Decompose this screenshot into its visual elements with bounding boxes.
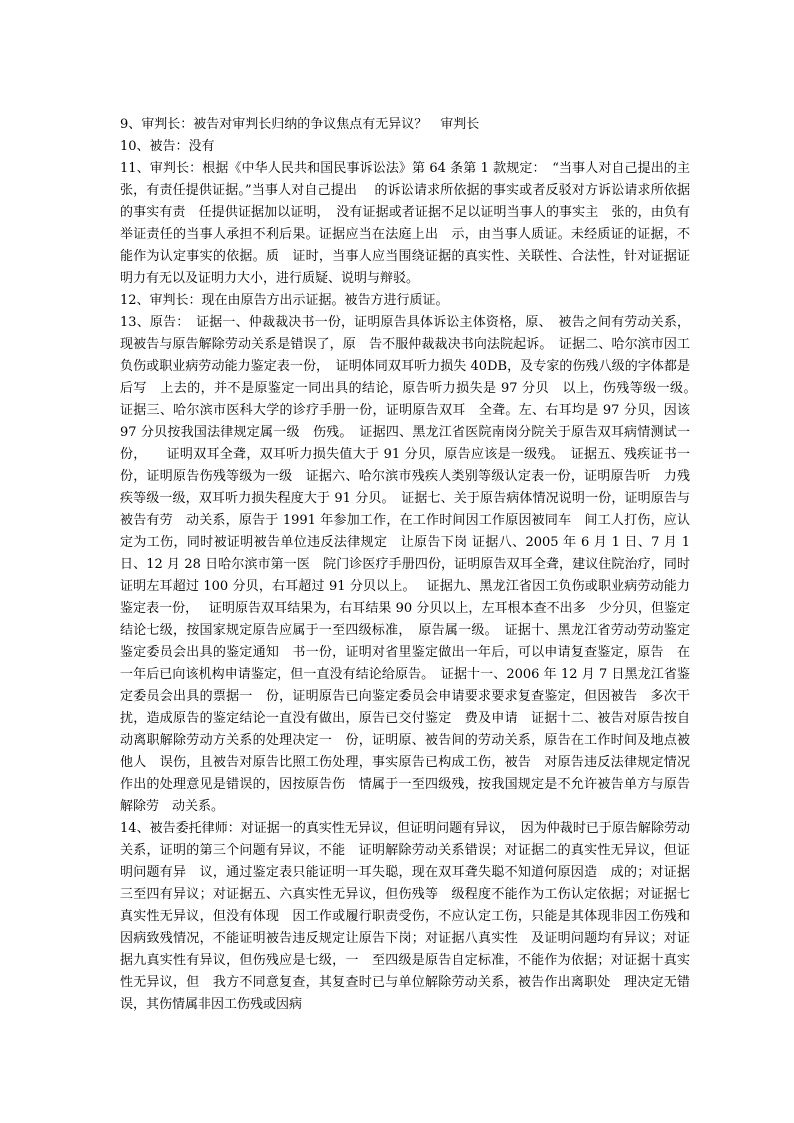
paragraph-11: 11、审判长：根据《中华人民共和国民事诉讼法》第 64 条第 1 款规定： “当事人对自己提出的主张，有责任提供证据。”当事人对自己提出 的诉讼请求所依据的事实或者反驳对方诉讼请求所依据的事实有责 任提供证据加以证明， 没有证据或者证据不足以证明当事人的事实主 张的，由负有举证责任的当事人承担不利后果。证据应当在法庭上出 示，由当事人质证。未经质证的证据，不能作为认定事实的依据。质 证时，当事人应当围绕证据的真实性、关联性、合法性，针对证据证 明力有无以及证明力大小，进行质疑、说明与辩驳。 — [120, 161, 717, 286]
paragraph-9: 9、审判长：被告对审判长归纳的争议焦点有无异议？ 审判长 — [120, 117, 480, 132]
document-body — [120, 114, 717, 1016]
paragraph-13: 13、原告： 证据一、仲裁裁决书一份，证明原告具体诉讼主体资格，原、 被告之间有劳动关系，现被告与原告解除劳动关系是错误了，原 告不服仲裁裁决书向法院起诉。 证据二、哈尔滨市因工负伤或职业病劳动能力鉴定表一份， 证明体同双耳听力损失 40DB，及专家的伤残八级的字体都是后写 上去的，并不是原鉴定一同出具的结论，原告听力损失是 97 分贝 以上，伤残等级一级。 证据三、哈尔滨市医科大学的诊疗手册一份，证明原告双耳 全聋。左、右耳均是 97 分贝，因该 97 分贝按我国法律规定属一级 伤残。 证据四、黑龙江省医院南岗分院关于原告双耳病情测试一份， 证明双耳全聋，双耳听力损失值大于 91 分贝，原告应该是一级残。 证据五、残疾证书一份，证明原告伤残等级为一级 证据六、哈尔滨市残疾人类别等级认定表一份，证明原告听 力残疾等级一级，双耳听力损失程度大于 91 分贝。 证据七、关于原告病体情况说明一份，证明原告与被告有劳 动关系，原告于 1991 年参加工作，在工作时间因工作原因被同车 间工人打伤，应认定为工伤，同时被证明被告单位违反法律规定 让原告下岗 证据八、2005 年 6 月 1 日、7 月 1 日、12 月 28 日哈尔滨市第一医 院门诊医疗手册四份，证明原告双耳全聋，建议住院治疗，同时 证明左耳超过 100 分贝，右耳超过 91 分贝以上。 证据九、黑龙江省因工负伤或职业病劳动能力鉴定表一份， 证明原告双耳结果为，右耳结果 90 分贝以上，左耳根本查不出多 少分贝，但鉴定结论七级，按国家规定原告应属于一至四级标准， 原告属一级。 证据十、黑龙江省劳动劳动鉴定鉴定委员会出具的鉴定通知 书一份，证明对省里鉴定做出一年后，可以申请复查鉴定，原告 在一年后已向该机构申请鉴定，但一直没有结论给原告。 证据十一、2006 年 12 月 7 日黑龙江省鉴定委员会出具的票据一 份，证明原告已向鉴定委员会申请要求要求复查鉴定，但因被告 多次干扰，造成原告的鉴定结论一直没有做出，原告已交付鉴定 费及申请 证据十二、被告对原告按自动离职解除劳动方关系的处理决定一 份，证明原、被告间的劳动关系，原告在工作时间及地点被他人 误伤，且被告对原告比照工伤处理，事实原告已构成工伤，被告 对原告违反法律规定情况作出的处理意见是错误的，因按原告伤 情属于一至四级残，按我国规定是不允许被告单方与原告解除劳 动关系。 — [120, 315, 704, 814]
paragraph-14: 14、被告委托律师：对证据一的真实性无异议，但证明问题有异议， 因为仲裁时已于原告解除劳动关系，证明的第三个问题有异议，不能 证明解除劳动关系错误；对证据二的真实性无异议，但证明问题有异 议，通过鉴定表只能证明一耳失聪，现在双耳聋失聪不知道何原因造 成的；对证据三至四有异议；对证据五、六真实性无异议，但伤残等 级程度不能作为工伤认定依据；对证据七真实性无异议，但没有体现 因工作或履行职责受伤，不应认定工伤，只能是其体现非因工伤残和 因病致残情况，不能证明被告违反规定让原告下岗；对证据八真实性 及证明问题均有异议；对证据九真实性有异议，但伤残应是七级，一 至四级是原告自定标准，不能作为依据；对证据十真实性无异议，但 我方不同意复查，其复查时已与单位解除劳动关系，被告作出离职处 理决定无错误，其伤情属非因工伤残或因病 — [120, 821, 704, 1012]
paragraph-12: 12、审判长：现在由原告方出示证据。被告方进行质证。 — [120, 293, 449, 308]
paragraph-10: 10、被告：没有 — [120, 139, 215, 154]
